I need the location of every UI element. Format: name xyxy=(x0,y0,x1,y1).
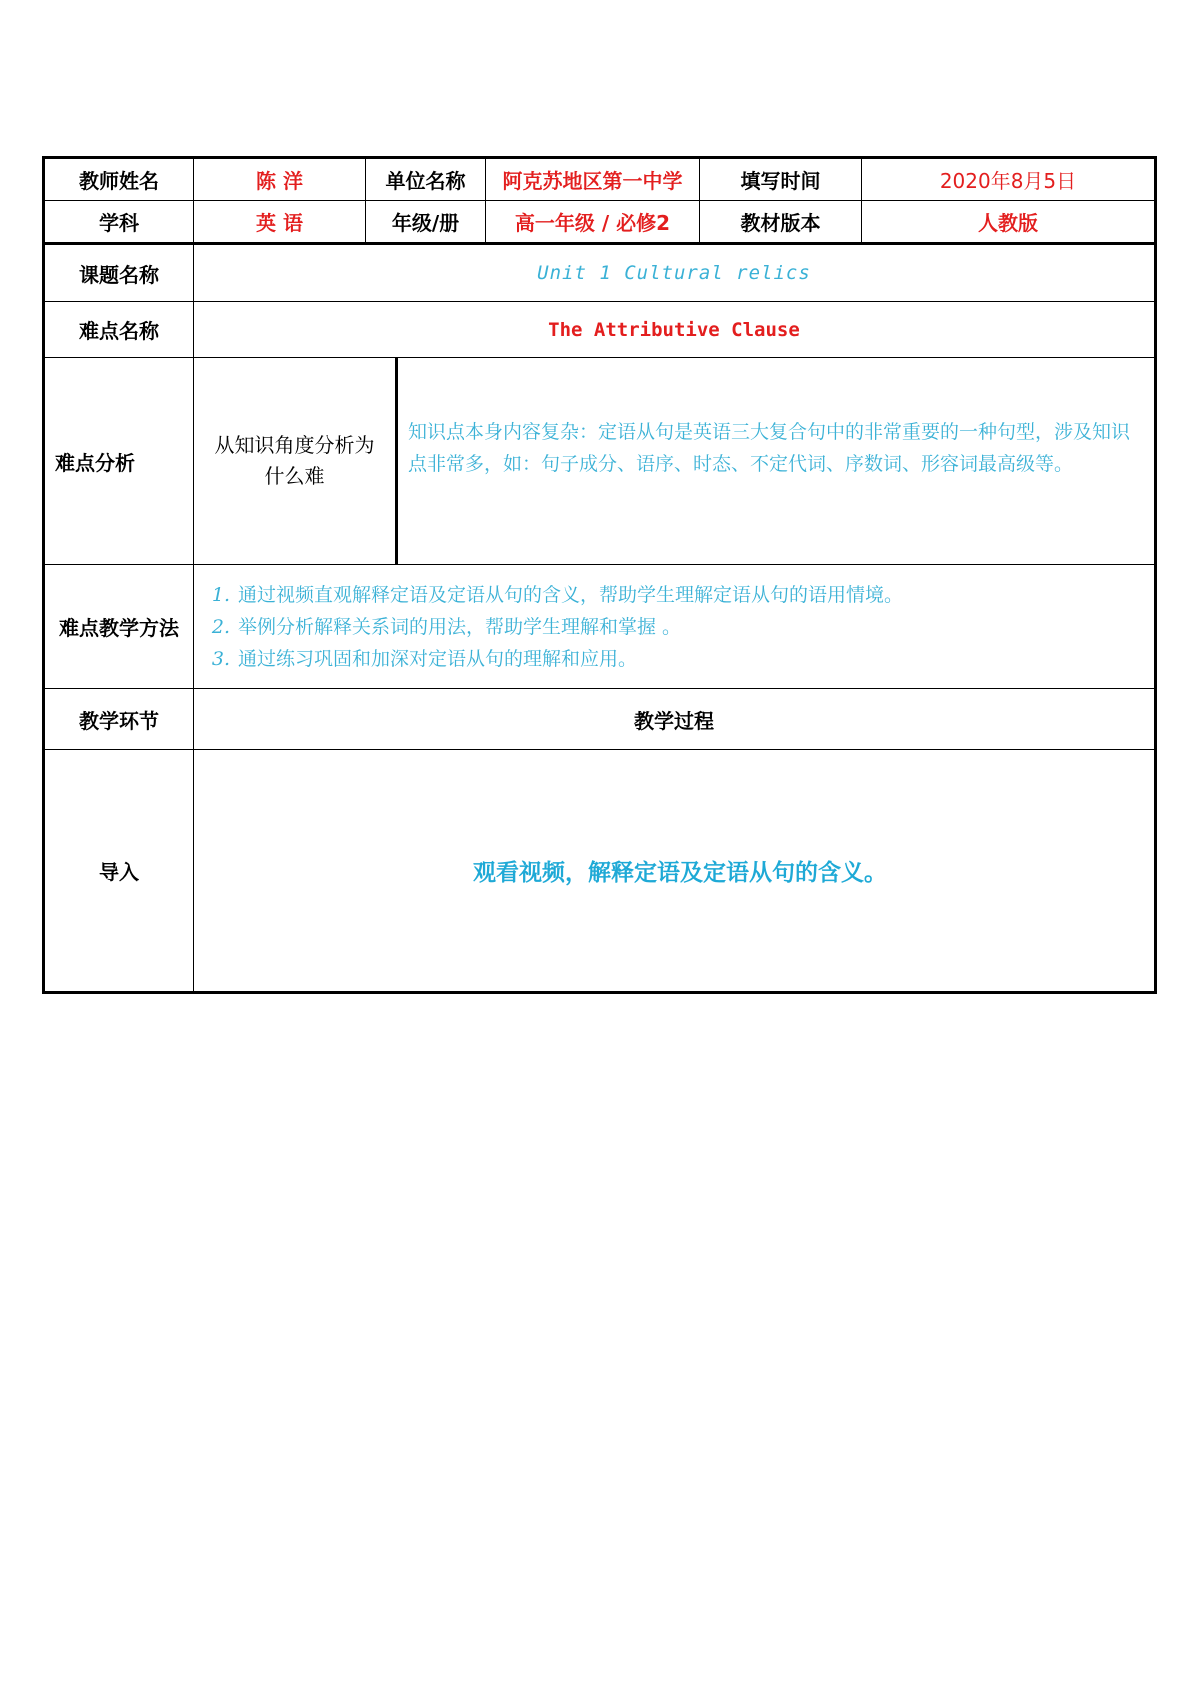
topic-label: 课题名称 xyxy=(44,244,194,302)
analysis-label: 难点分析 xyxy=(44,358,194,565)
unit-name-value: 阿克苏地区第一中学 xyxy=(486,158,700,201)
process-label: 教学过程 xyxy=(194,689,1156,750)
grade-value: 高一年级 / 必修2 xyxy=(486,201,700,244)
method-text: 举例分析解释关系词的用法，帮助学生理解和掌握 。 xyxy=(238,615,682,638)
method-number: 1. xyxy=(211,583,231,606)
fill-date-label: 填写时间 xyxy=(700,158,862,201)
method-number: 2. xyxy=(211,615,231,638)
subject-label: 学科 xyxy=(44,201,194,244)
intro-row xyxy=(44,750,1156,993)
header-row-2 xyxy=(44,201,1156,244)
analysis-content: 知识点本身内容复杂：定语从句是英语三大复合句中的非常重要的一种句型，涉及知识点非常多，如：句子成分、语序、时态、不定代词、序数词、形容词最高级等。 xyxy=(408,421,1131,475)
analysis-angle: 从知识角度分析为什么难 xyxy=(194,358,398,564)
topic-value: Unit 1 Cultural relics xyxy=(194,244,1156,302)
methods-row xyxy=(44,565,1156,689)
difficulty-label: 难点名称 xyxy=(44,302,194,358)
methods-list xyxy=(194,565,1156,689)
method-text: 通过视频直观解释定语及定语从句的含义，帮助学生理解定语从句的语用情境。 xyxy=(238,583,904,606)
lesson-plan-table xyxy=(42,156,1157,994)
difficulty-value: The Attributive Clause xyxy=(194,302,1156,358)
process-header-row xyxy=(44,689,1156,750)
fill-date-value: 2020年8月5日 xyxy=(862,158,1156,201)
intro-label: 导入 xyxy=(44,750,194,993)
subject-value: 英 语 xyxy=(194,201,366,244)
method-text: 通过练习巩固和加深对定语从句的理解和应用。 xyxy=(238,647,638,670)
method-item xyxy=(204,643,1144,675)
method-item xyxy=(204,579,1144,611)
teacher-name-label: 教师姓名 xyxy=(44,158,194,201)
edition-value: 人教版 xyxy=(862,201,1156,244)
unit-name-label: 单位名称 xyxy=(366,158,486,201)
analysis-row xyxy=(44,358,1156,565)
method-number: 3. xyxy=(211,647,231,670)
intro-text: 观看视频，解释定语及定语从句的含义。 xyxy=(194,750,1156,993)
edition-label: 教材版本 xyxy=(700,201,862,244)
methods-label: 难点教学方法 xyxy=(44,565,194,689)
difficulty-row xyxy=(44,302,1156,358)
stage-label: 教学环节 xyxy=(44,689,194,750)
grade-label: 年级/册 xyxy=(366,201,486,244)
analysis-cell xyxy=(194,358,1156,565)
header-row-1 xyxy=(44,158,1156,201)
teacher-name-value: 陈 洋 xyxy=(194,158,366,201)
method-item xyxy=(204,611,1144,643)
topic-row xyxy=(44,244,1156,302)
